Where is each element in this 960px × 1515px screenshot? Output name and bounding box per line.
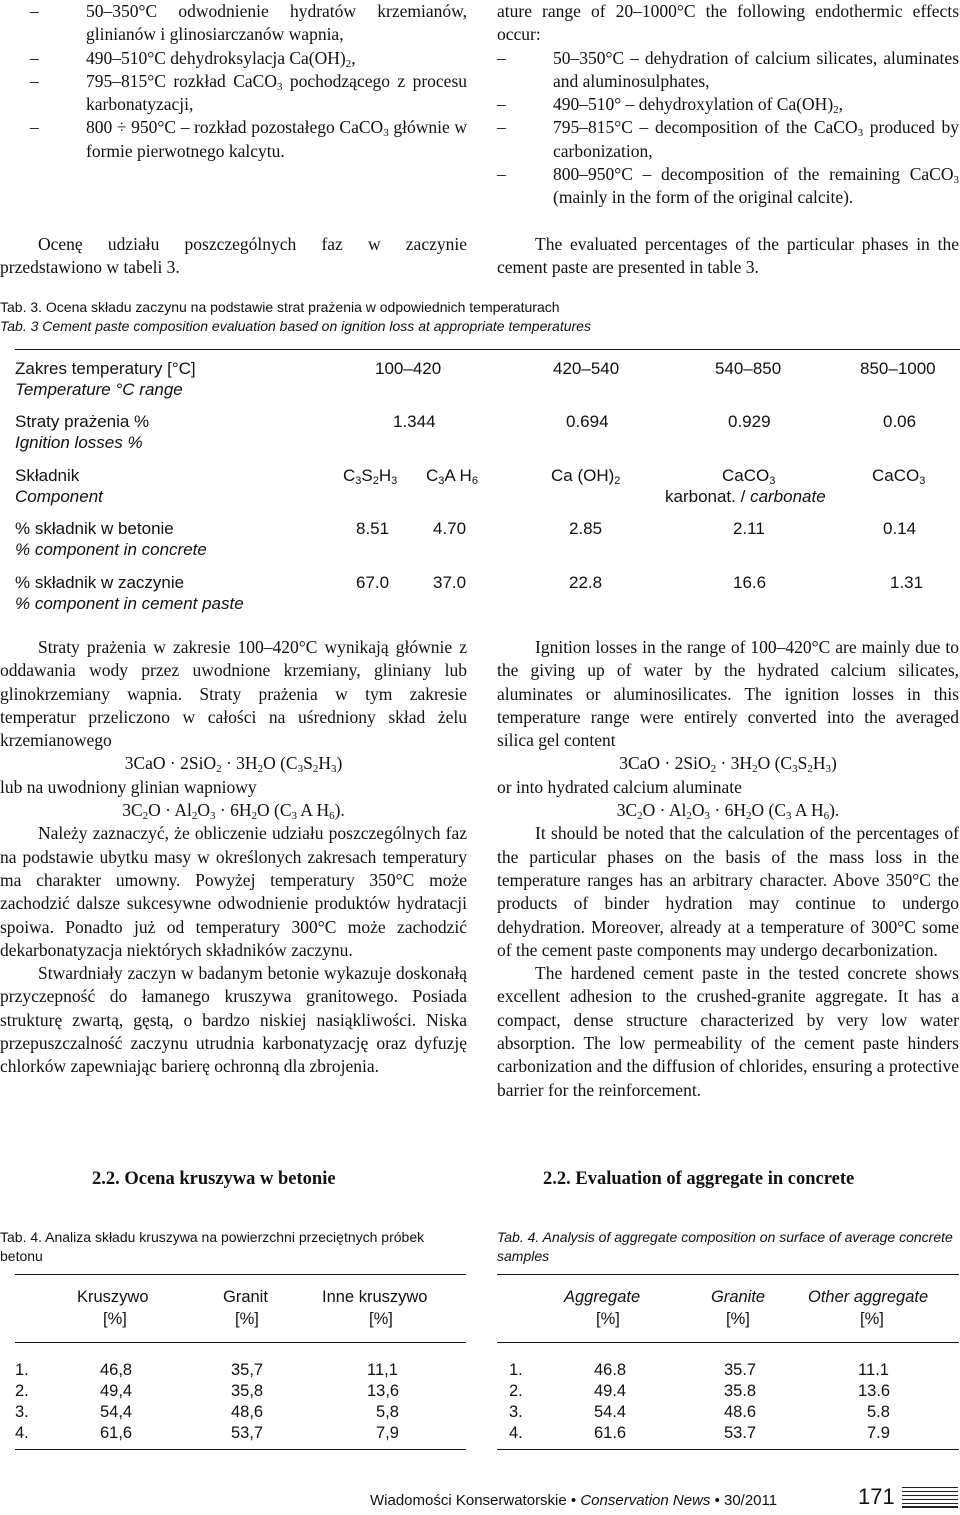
- footer-decorative-lines: [902, 1487, 958, 1510]
- table3-paste-cell: 16.6: [733, 573, 767, 592]
- table4-pl-row-index: 3.: [15, 1403, 29, 1421]
- table3-paste-cell: 37.0: [433, 573, 467, 592]
- table4-pl-cell: 11,1: [367, 1361, 398, 1379]
- table3-row-losses-label-en: Ignition losses %: [15, 433, 143, 452]
- en-list-item-2: – 490–510° – dehydroxylation of $Ca(OH)_2$,: [497, 93, 959, 116]
- table4-pl-header-kruszywo: Kruszywo: [77, 1288, 149, 1306]
- table3-caption-pl-text: Tab. 3. Ocena składu zaczynu na podstawie strat prażenia w odpowiednich temperaturach: [0, 299, 560, 315]
- table3-paste-cell: 1.31: [890, 573, 924, 592]
- table4-pl-cell: 54,4: [100, 1403, 133, 1421]
- table4-en-cell: 48.6: [724, 1403, 757, 1421]
- pl-body-paragraph-1: Straty prażenia w zakresie 100–420°C wynikają głównie z oddawania wody przez uwodnione krzemiany, gliniany lub glinokrzemiany wapnia. Straty prażenia w tym zakresie temperatur przeliczono w całości na uśredniony skład żelu krzemianowego: [0, 637, 467, 751]
- table3-component-caco3-a: CaCO$_3$: [722, 466, 776, 487]
- en-body-paragraph-1: Ignition losses in the range of 100–420°C are mainly due to the giving up of water by the hydrated calcium silicates, aluminates or aluminosilicates. The ignition losses in this temperature range were entirely converted into the averaged silica gel content: [497, 637, 959, 751]
- table4-pl-cell: 13,6: [367, 1382, 400, 1400]
- en-list-item-4: – 800–950°C – decomposition of the remaining CaCO$_3$ (mainly in the form of the original calcite).: [497, 163, 959, 210]
- table3-row-concrete-label: % składnik w betonie: [15, 519, 174, 538]
- table3-concrete-cell: 2.85: [569, 519, 603, 538]
- en-formula-2: $3C_2O \cdot Al_2O_3 \cdot 6H_2O$ ($C_3$ A $H_6$).: [616, 800, 840, 823]
- en-top-paragraph: [497, 233, 959, 280]
- table3-concrete-cell: 4.70: [433, 519, 467, 538]
- pl-list-item-3-text: 795–815°C rozkład CaCO: [86, 70, 277, 91]
- pl-list-item-3: – 795–815°C rozkład CaCO$_3$ pochodzącego z procesu karbonatyzacji,: [30, 70, 467, 117]
- en-formula-1: $3CaO \cdot 2SiO_2 \cdot 3H_2O$ $(C_3S_2H_3)$: [619, 753, 837, 776]
- pl-list-item-1-text: 50–350°C odwodnienie hydratów krzemianów, glinianów i glinosiarczanów wapnia,: [86, 1, 467, 45]
- footer-bullet: •: [566, 1492, 581, 1509]
- pl-list-item-1: [30, 0, 467, 47]
- table3-caption-en-text: Tab. 3 Cement paste composition evaluation based on ignition loss at appropriate temperatures: [0, 318, 591, 334]
- pl-formula-1: $3CaO \cdot 2SiO_2 \cdot 3H_2O$ $(C_3S_2H_3)$: [124, 753, 343, 776]
- table4-caption-pl: [0, 1228, 470, 1266]
- table3-loss-cell: 0.06: [883, 412, 917, 431]
- table3-loss-cell: 0.694: [566, 412, 609, 431]
- table3-row-temperature-label-en: Temperature °C range: [15, 380, 183, 399]
- table3-carbonate-note-pl: karbonat. /: [665, 487, 751, 506]
- table3-component-c3ah6: $C_3A$ $H_6$: [426, 466, 478, 487]
- table4-pl-cell: 35,8: [231, 1382, 264, 1400]
- en-list-item-3: – 795–815°C – decomposition of the CaCO$_3$ produced by carbonization,: [497, 116, 959, 163]
- table3-component-caoh2: Ca $(OH)_2$: [551, 466, 621, 487]
- table4-en-unit: [%]: [860, 1310, 884, 1328]
- table3-range-cell: 420–540: [553, 359, 620, 378]
- pl-body-column: [0, 636, 467, 1079]
- table4-en-cell: 35.7: [724, 1361, 757, 1379]
- table4-caption-en-text: Tab. 4. Analysis of aggregate composition on surface of average concrete samples: [497, 1229, 953, 1264]
- table4-pl-header-granit: Granit: [223, 1288, 268, 1306]
- table4-en-row-index: 1.: [509, 1361, 523, 1379]
- table3-loss-cell: 1.344: [393, 412, 436, 431]
- table4-en-cell: 11.1: [858, 1361, 889, 1379]
- en-list-item-1-text: 50–350°C – dehydration of calcium silicates, aluminates and aluminosulphates,: [553, 47, 959, 91]
- footer-journal-en: Conservation News: [580, 1492, 711, 1509]
- table4-pl-row-index: 1.: [15, 1361, 29, 1379]
- table3-loss-cell: 0.929: [728, 412, 771, 431]
- en-table3-reference: The evaluated percentages of the particular phases in the cement paste are presented in table 3.: [497, 234, 959, 278]
- table3-caption-en: [0, 317, 960, 336]
- table4-en-cell: 53.7: [724, 1424, 757, 1442]
- page-number: 171: [858, 1484, 895, 1509]
- table3-range-cell: 100–420: [375, 359, 442, 378]
- footer-journal-pl: Wiadomości Konserwatorskie: [370, 1492, 567, 1509]
- table4-en-cell: 49.4: [594, 1382, 627, 1400]
- table3-row-concrete-label-en: % component in concrete: [15, 540, 207, 559]
- table3-carbonate-note: [665, 486, 826, 507]
- table4-en-row-index: 2.: [509, 1382, 523, 1400]
- table3-row-component-label-en: Component: [15, 487, 103, 506]
- table4-caption-en: [497, 1228, 960, 1266]
- table4-pl-cell: 48,6: [231, 1403, 264, 1421]
- en-list-item-2-text: 490–510° – dehydroxylation of Ca(OH): [553, 94, 834, 115]
- pl-list-item-3-tail: pochodzącego z procesu karbonatyzacji,: [86, 70, 467, 115]
- table4-en-cell: 7.9: [867, 1424, 890, 1442]
- table4-pl-cell: 53,7: [231, 1424, 264, 1442]
- pl-top-column: [30, 0, 467, 163]
- table4-en-unit: [%]: [596, 1310, 620, 1328]
- table4-pl-row-index: 2.: [15, 1382, 29, 1400]
- section-heading-pl: 2.2. Ocena kruszywa w betonie: [92, 1169, 336, 1189]
- table3-range-cell: 540–850: [715, 359, 782, 378]
- table4-en-cell: 5.8: [867, 1403, 890, 1421]
- table3-component-caco3-b: CaCO$_3$: [872, 466, 926, 487]
- pl-top-paragraph: [0, 233, 467, 280]
- table4-en-row-index: 3.: [509, 1403, 523, 1421]
- table4-en-header-aggregate: Aggregate: [564, 1288, 641, 1306]
- en-list-item-1: [497, 47, 959, 94]
- table3-paste-cell: 67.0: [356, 573, 390, 592]
- en-body-paragraph-3: The hardened cement paste in the tested concrete shows excellent adhesion to the crushed-granite aggregate. It has a compact, dense structure characterized by very low water absorption. The low permeability of the cement paste hinders carbonization and the diffusion of chlorides, ensuring a protective barrier for the reinforcement.: [497, 963, 959, 1100]
- pl-list-item-4: – 800 ÷ 950°C – rozkład pozostałego CaCO$_3$ głównie w formie pierwotnego kalcytu.: [30, 116, 467, 163]
- table3-range-cell: 850–1000: [860, 359, 936, 378]
- pl-body-paragraph-2: Należy zaznaczyć, że obliczenie udziału poszczególnych faz na podstawie ubytku masy w określonych zakresach temperatury ma charakter umowny. Powyżej temperatury 350°C może zachodzić dalsze sukcesywne odwodnienie produktów hydratacji spoiwa. Ponadto już od temperatury 300°C może zachodzić dekarbonatyzacja niektórych składników zaczynu.: [0, 823, 467, 960]
- section-heading-en: 2.2. Evaluation of aggregate in concrete: [543, 1169, 855, 1189]
- table3-row-paste-label-en: % component in cement paste: [15, 594, 244, 613]
- pl-list-item-4-text: 800 ÷ 950°C – rozkład pozostałego CaCO: [86, 117, 384, 138]
- table4-en-header-other: Other aggregate: [808, 1288, 929, 1306]
- table4-pl-row-index: 4.: [15, 1424, 29, 1442]
- page-footer: [370, 1492, 777, 1509]
- table4-pl-cell: 46,8: [100, 1361, 133, 1379]
- table4-en-unit: [%]: [726, 1310, 750, 1328]
- footer-issue: • 30/2011: [710, 1492, 778, 1509]
- table3-row-losses-label: Straty prażenia %: [15, 412, 150, 431]
- en-top-column: [497, 0, 959, 210]
- table4-en: [497, 1274, 959, 1450]
- table4-pl-unit: [%]: [369, 1310, 393, 1328]
- table4-pl-cell: 5,8: [376, 1403, 399, 1421]
- pl-list-item-2: – 490–510°C dehydroksylacja $Ca(OH)_2$,: [30, 47, 467, 70]
- en-body-column: [497, 636, 959, 1102]
- table4-en-cell: 35.8: [724, 1382, 757, 1400]
- table4-pl-cell: 35,7: [231, 1361, 264, 1379]
- table3-row-component-label: Składnik: [15, 466, 80, 485]
- table4-pl-cell: 7,9: [376, 1424, 399, 1442]
- en-list-item-4-text: 800–950°C – decomposition of the remaining CaCO: [553, 164, 954, 185]
- table4-pl-cell: 49,4: [100, 1382, 133, 1400]
- en-body-connector: or into hydrated calcium aluminate: [497, 776, 742, 797]
- table3-caption-pl: [0, 298, 960, 317]
- table3-paste-cell: 22.8: [569, 573, 603, 592]
- table3-concrete-cell: 2.11: [733, 519, 765, 538]
- en-body-paragraph-2: It should be noted that the calculation of the percentages of the particular phases on the basis of the mass loss in the temperature ranges has an arbitrary character. Above 350°C the products of binder hydration may continue to undergo dehydration. Moreover, already at a temperature of 300°C some of the cement paste components may undergo decarbonization.: [497, 823, 959, 960]
- en-intro-text: ature range of 20–1000°C the following endothermic effects occur:: [497, 1, 959, 45]
- table4-pl-cell: 61,6: [100, 1424, 133, 1442]
- table3-concrete-cell: 0.14: [883, 519, 917, 538]
- table4-caption-pl-text: Tab. 4. Analiza składu kruszywa na powierzchni przeciętnych próbek betonu: [0, 1229, 425, 1264]
- table3-row-paste-label: % składnik w zaczynie: [15, 573, 185, 592]
- pl-list-item-2-tail: ,: [351, 47, 356, 68]
- en-list-item-3-tail: produced by carbonization,: [553, 117, 959, 161]
- pl-list-item-4-tail: głównie w formie pierwotnego kalcytu.: [86, 117, 467, 161]
- table3-row-temperature-label: Zakres temperatury [°C]: [15, 359, 196, 378]
- table4-pl-header-inne: Inne kruszywo: [322, 1288, 428, 1306]
- table3: [15, 349, 960, 616]
- pl-formula-2: $3C_2O \cdot Al_2O_3 \cdot 6H_2O$ ($C_3$ A $H_6$).: [122, 800, 345, 823]
- table3-concrete-cell: 8.51: [356, 519, 390, 538]
- table4-en-cell: 46.8: [594, 1361, 627, 1379]
- pl-table3-reference: Ocenę udziału poszczególnych faz w zaczynie przedstawiono w tabeli 3.: [0, 234, 467, 278]
- table3-carbonate-note-en: carbonate: [750, 487, 826, 506]
- en-list-item-3-text: 795–815°C – decomposition of the CaCO: [553, 117, 858, 138]
- table4-pl-unit: [%]: [103, 1310, 127, 1328]
- en-list-item-4-tail: (mainly in the form of the original calcite).: [553, 187, 854, 208]
- table4-pl: [15, 1274, 466, 1450]
- table4-en-cell: 54.4: [594, 1403, 627, 1421]
- table4-en-header-granite: Granite: [711, 1288, 766, 1306]
- pl-list-item-2-text: 490–510°C dehydroksylacja Ca(OH): [86, 47, 346, 68]
- table4-en-row-index: 4.: [509, 1424, 523, 1442]
- pl-body-paragraph-3: Stwardniały zaczyn w badanym betonie wykazuje doskonałą przyczepność do łamanego kruszywa granitowego. Posiada strukturę zwartą, gęstą, o bardzo niskiej nasiąkliwości. Niska przepuszczalność zaczynu utrudnia karbonatyzację oraz dyfuzję chlorków zapewniając barierę ochronną dla zbrojenia.: [0, 963, 467, 1077]
- en-list-item-2-tail: ,: [838, 94, 844, 115]
- pl-body-connector: lub na uwodniony glinian wapniowy: [0, 776, 257, 797]
- table4-pl-unit: [%]: [235, 1310, 259, 1328]
- table4-en-cell: 13.6: [858, 1382, 891, 1400]
- table4-en-cell: 61.6: [594, 1424, 627, 1442]
- table3-component-c3s2h3: $C_3S_2H_3$: [343, 466, 398, 487]
